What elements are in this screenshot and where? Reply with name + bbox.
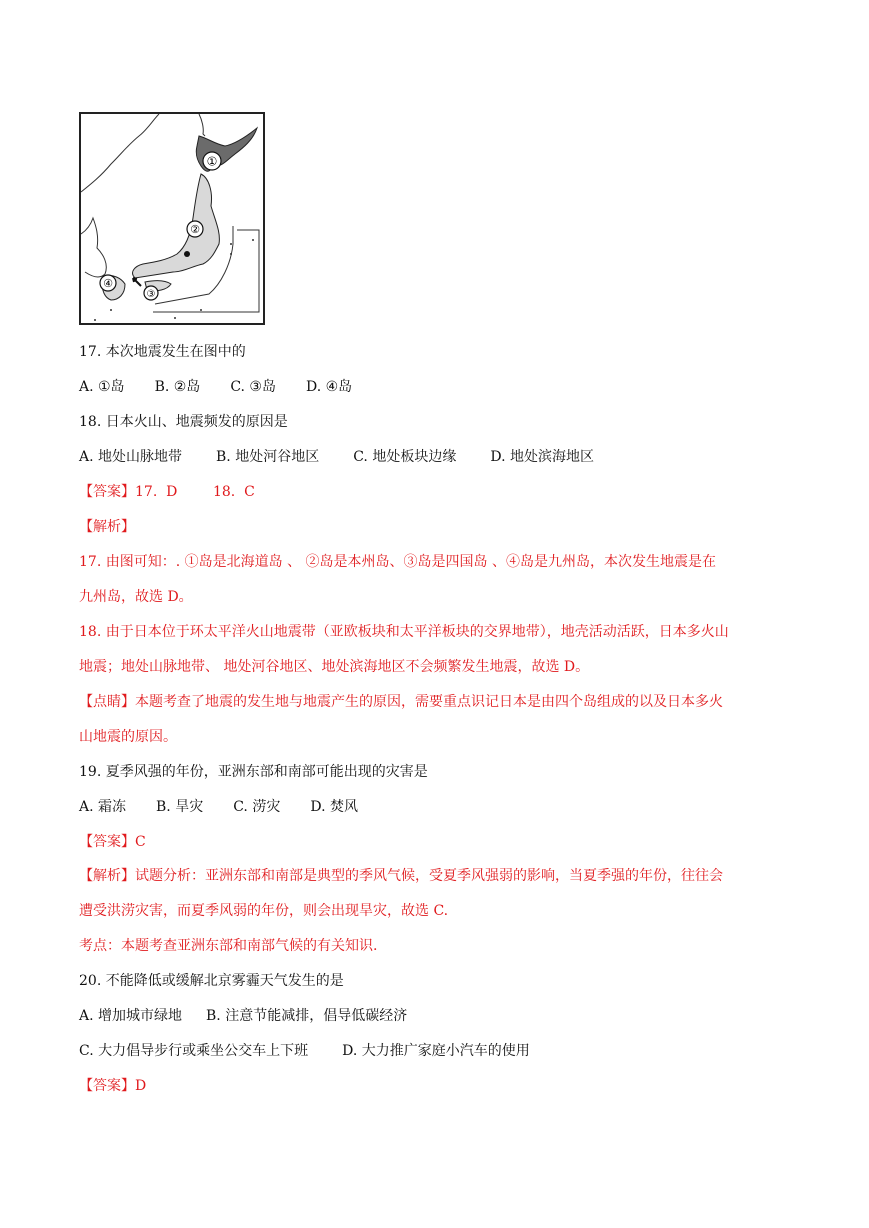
q17-option-d[interactable]: D. ④岛 — [305, 379, 353, 395]
kaodian-19: 考点：本题考查亚洲东部和南部气候的有关知识. — [79, 938, 378, 954]
explanation-19-line2: 遭受洪涝灾害，而夏季风弱的年份，则会出现旱灾，故选 C. — [79, 903, 449, 919]
explanation-18-line1: 18. 由于日本位于环太平洋火山地震带（亚欧板块和太平洋板块的交界地带），地壳活动活跃，日本多火山 — [79, 624, 729, 640]
label-2 — [187, 221, 203, 237]
answer-19 — [79, 832, 146, 852]
analysis-label: 【解析】 — [79, 519, 135, 535]
svg-text:④: ④ — [103, 277, 113, 290]
q18-option-a[interactable]: A. 地处山脉地带 — [79, 449, 183, 465]
q20-option-d[interactable]: D. 大力推广家庭小汽车的使用 — [342, 1043, 530, 1059]
answer-tag: 【答案】 — [79, 484, 135, 500]
question-17-stem: 17. 本次地震发生在图中的 — [79, 344, 246, 360]
question-20-options-row1 — [79, 1006, 407, 1026]
question-18-options — [79, 447, 594, 467]
question-18-stem: 18. 日本火山、地震频发的原因是 — [79, 414, 288, 430]
question-20-options-row2 — [79, 1041, 530, 1061]
arrow-pointer — [133, 278, 141, 286]
q17-option-b[interactable]: B. ②岛 — [154, 379, 201, 395]
answer-text: 17. D 18. C — [135, 484, 255, 500]
dianjing-text: 本题考查了地震的发生地与地震产生的原因，需要重点识记日本是由四个岛组成的以及日本多火 — [135, 694, 723, 710]
label-1 — [203, 152, 221, 170]
q19-option-b[interactable]: B. 旱灾 — [156, 799, 204, 815]
q20-option-b[interactable]: B. 注意节能减排，倡导低碳经济 — [206, 1008, 408, 1024]
q19-option-c[interactable]: C. 涝灾 — [233, 799, 281, 815]
dianjing-tag: 【点睛】 — [79, 694, 135, 710]
answer-20-text: D — [135, 1078, 147, 1094]
japan-map-figure — [79, 112, 265, 325]
svg-text:②: ② — [190, 223, 200, 236]
answer-17-18 — [79, 482, 255, 502]
dianjing-line2: 山地震的原因。 — [79, 729, 177, 745]
q20-option-a[interactable]: A. 增加城市绿地 — [79, 1008, 183, 1024]
q19-option-d[interactable]: D. 焚风 — [310, 799, 358, 815]
epicenter-marker — [184, 251, 190, 257]
q20-option-c[interactable]: C. 大力倡导步行或乘坐公交车上下班 — [79, 1043, 309, 1059]
explanation-19-text: 试题分析：亚洲东部和南部是典型的季风气候，受夏季风强弱的影响，当夏季强的年份，往往会 — [135, 868, 723, 884]
answer-19-text: C — [135, 834, 146, 850]
answer-19-tag: 【答案】 — [79, 834, 135, 850]
q18-option-b[interactable]: B. 地处河谷地区 — [216, 449, 320, 465]
explanation-19-tag: 【解析】 — [79, 868, 135, 884]
explanation-19-line1 — [79, 866, 723, 886]
q19-option-a[interactable]: A. 霜冻 — [79, 799, 127, 815]
question-20-stem: 20. 不能降低或缓解北京雾霾天气发生的是 — [79, 973, 344, 989]
dianjing-line1 — [79, 692, 723, 712]
japan-map-svg — [81, 114, 263, 323]
q17-option-c[interactable]: C. ③岛 — [230, 379, 276, 395]
question-19-options — [79, 797, 358, 817]
q17-option-a[interactable]: A. ①岛 — [79, 379, 125, 395]
explanation-17-line1: 17. 由图可知：. ①岛是北海道岛 、 ②岛是本州岛、③岛是四国岛 、④岛是九州岛，本次发生地震是在 — [79, 554, 716, 570]
sakhalin-outline — [199, 114, 205, 136]
honshu-island — [133, 174, 220, 278]
question-17-options — [79, 377, 352, 397]
answer-20-tag: 【答案】 — [79, 1078, 135, 1094]
svg-text:③: ③ — [146, 289, 156, 300]
question-19-stem: 19. 夏季风强的年份，亚洲东部和南部可能出现的灾害是 — [79, 764, 428, 780]
answer-20 — [79, 1076, 146, 1096]
q18-option-d[interactable]: D. 地处滨海地区 — [490, 449, 594, 465]
korea-coastline — [81, 218, 106, 277]
svg-text:①: ① — [206, 154, 218, 169]
mainland-coastline — [81, 114, 159, 192]
label-4 — [100, 275, 116, 291]
explanation-17-line2: 九州岛，故选 D。 — [79, 589, 193, 605]
q18-option-c[interactable]: C. 地处板块边缘 — [353, 449, 457, 465]
label-3 — [144, 286, 158, 300]
explanation-18-line2: 地震；地处山脉地带、 地处河谷地区、地处滨海地区不会频繁发生地震，故选 D。 — [79, 659, 590, 675]
